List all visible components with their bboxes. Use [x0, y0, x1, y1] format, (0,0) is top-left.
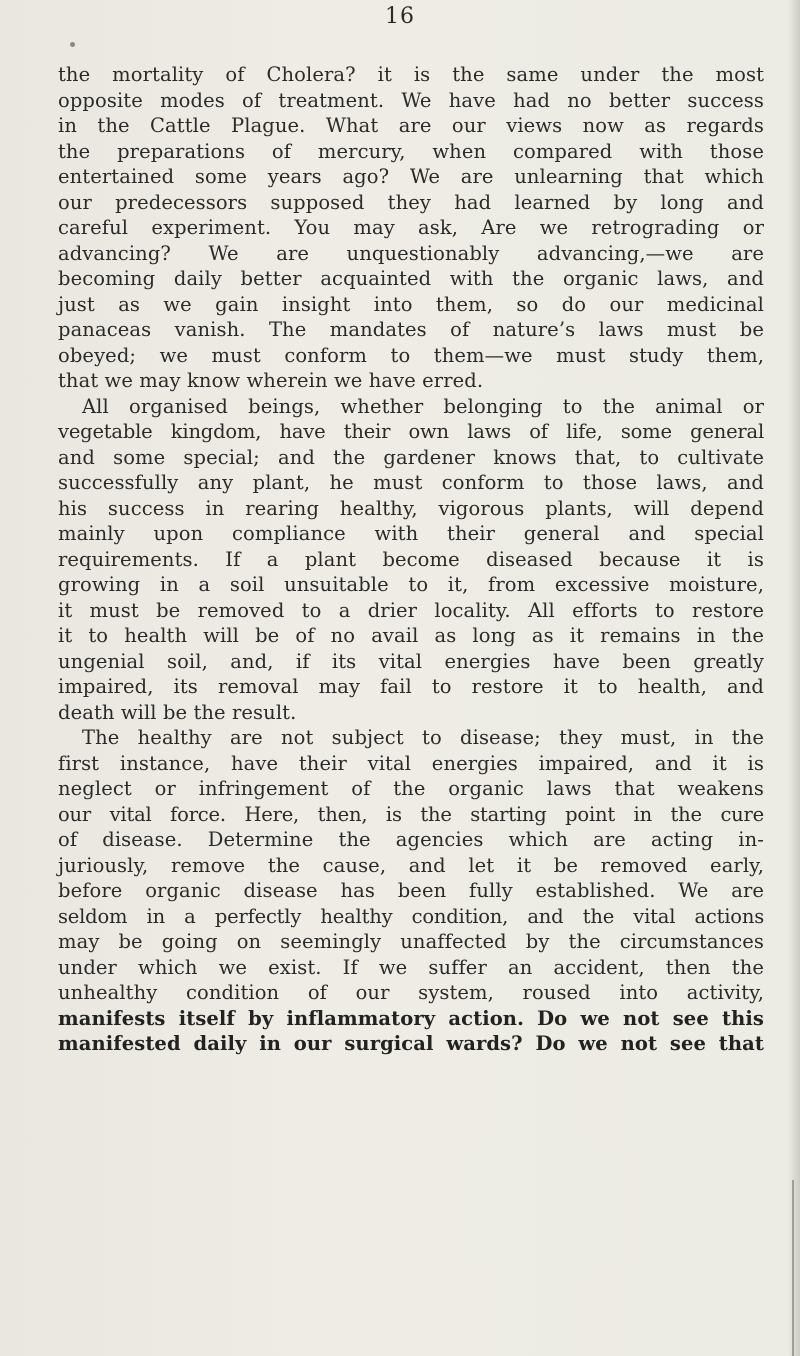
text-line: our predecessors supposed they had learned by long and — [58, 190, 764, 214]
text-line: requirements. If a plant become diseased because it is — [58, 547, 764, 571]
text-line: becoming daily better acquainted with the organic laws, and — [58, 267, 764, 290]
text-line: just as we gain insight into them, so do our medicinal — [58, 292, 764, 316]
paragraph-start-line: All organised beings, whether belonging to the animal or — [82, 394, 764, 418]
text-line: juriously, remove the cause, and let it be removed early, — [58, 853, 764, 877]
scan-artifact — [792, 1180, 794, 1356]
text-line: and some special; and the gardener knows that, to cultivate — [58, 445, 764, 469]
text-line: advancing? We are unquestionably advancing,—we are — [58, 241, 764, 265]
text-line: neglect or infringement of the organic laws that weakens — [58, 777, 764, 800]
paragraph-start-line: The healthy are not subject to disease; they must, in the — [82, 726, 764, 749]
text-line: seldom in a perfectly healthy condition, and the vital actions — [58, 904, 764, 928]
text-line: before organic disease has been fully established. We are — [58, 879, 764, 902]
text-line: unhealthy condition of our system, roused into activity, — [58, 981, 764, 1004]
text-line: may be going on seemingly unaffected by the circumstances — [58, 930, 764, 953]
text-line: successfully any plant, he must conform to those laws, and — [58, 471, 764, 494]
text-line: opposite modes of treatment. We have had no better success — [58, 88, 764, 112]
text-line: his success in rearing healthy, vigorous plants, will depend — [58, 496, 764, 520]
text-line: under which we exist. If we suffer an accident, then the — [58, 955, 764, 979]
body-text — [58, 62, 764, 1057]
text-line: it to health will be of no avail as long as it remains in the — [58, 624, 764, 647]
text-line: ungenial soil, and, if its vital energies have been greatly — [58, 649, 764, 673]
text-line: panaceas vanish. The mandates of nature’s laws must be — [58, 318, 764, 341]
ink-dot — [70, 42, 75, 47]
text-line: mainly upon compliance with their general and special — [58, 522, 764, 545]
text-line: the preparations of mercury, when compared with those — [58, 139, 764, 163]
text-line: vegetable kingdom, have their own laws of life, some general — [58, 420, 764, 443]
text-line: obeyed; we must conform to them—we must study them, — [58, 343, 764, 367]
text-line: our vital force. Here, then, is the starting point in the cure — [58, 802, 764, 826]
text-line: careful experiment. You may ask, Are we retrograding or — [58, 216, 764, 239]
text-line: growing in a soil unsuitable to it, from excessive moisture, — [58, 573, 764, 596]
text-line: manifested daily in our surgical wards? Do we not see that — [58, 1032, 764, 1055]
paragraph-end-line: death will be the result. — [58, 700, 297, 724]
text-line: manifests itself by inflammatory action. Do we not see this — [58, 1006, 764, 1030]
page-edge-shadow — [788, 0, 800, 1356]
paragraph-end-line: that we may know wherein we have erred. — [58, 369, 484, 392]
text-line: of disease. Determine the agencies which are acting in- — [58, 828, 764, 851]
page-number: 16 — [385, 4, 415, 29]
text-line: first instance, have their vital energies impaired, and it is — [58, 751, 764, 775]
text-line: the mortality of Cholera? it is the same under the most — [58, 63, 764, 86]
text-line: impaired, its removal may fail to restore it to health, and — [58, 675, 764, 698]
text-line: it must be removed to a drier locality. All efforts to restore — [58, 598, 764, 622]
text-line: in the Cattle Plague. What are our views now as regards — [58, 114, 764, 137]
text-line: entertained some years ago? We are unlearning that which — [58, 165, 764, 188]
